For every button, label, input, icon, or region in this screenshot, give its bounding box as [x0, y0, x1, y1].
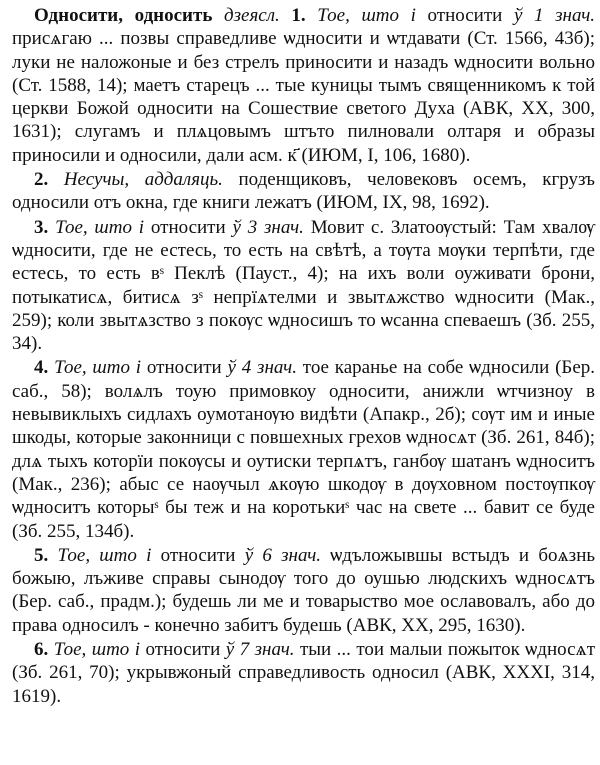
- sense-6: [12, 638, 595, 708]
- sense-number: 3.: [34, 216, 49, 238]
- sense-2: [12, 168, 595, 215]
- cross-reference: относити: [150, 216, 226, 238]
- sense-definition: Несучы, аддаляць.: [63, 169, 223, 191]
- sense-4: [12, 356, 595, 542]
- headword: Односити, односить: [34, 5, 213, 26]
- sense-citations: Мовит с. Златоѹстый: Там хвалѹ ѡдносити, где не естесь, то есть на свѣтѣ, а тѹта мѹки терпѣти, где естесь, то есть вˢ Пеклѣ (Пауст., 4); на ихъ воли оуживати брони, потыкатисѧ, битисѧ зˢ непрїѧтелми и звытѧжство ѡдносити (Мак., 259); коли звытѧзство з покѹс ѡдносишъ то ѡсанна спеваешъ (Зб. 255, 34).: [12, 216, 596, 355]
- sense-number: 1.: [291, 5, 306, 26]
- sense-definition: Тое, што і: [54, 357, 142, 379]
- sense-number: 5.: [34, 544, 49, 566]
- cross-reference: относити: [427, 5, 503, 26]
- sense-citations: поденщиковъ, человековъ осемъ, кгрузъ односили отъ окна, где книги лежатъ (ИЮМ, IX, 98, 1692).: [12, 169, 596, 214]
- sense-definition: Тое, што і: [317, 5, 416, 26]
- cross-reference: относити: [160, 544, 236, 566]
- sense-locator: ў 7 знач.: [225, 639, 295, 661]
- sense-definition: Тое, што і: [53, 639, 141, 661]
- cross-reference: относити: [145, 639, 221, 661]
- sense-locator: ў 6 знач.: [244, 544, 322, 566]
- sense-citations: ѡдъложывшы встыдъ и боѧзнь божыю, лъживе справы сынодѹ того до оушью людскихъ ѡдносѧтъ (Бер. саб., прадм.); будешь ли ме и товарыство мое ославовалъ, або до права односилъ - конечно забитъ будешь (АВК, XX, 295, 1630).: [12, 544, 596, 636]
- sense-locator: ў 4 знач.: [227, 357, 297, 379]
- sense-citations: присѧгаю ... позвы справедливе ѡдносити и ѡтдавати (Ст. 1566, 43б); луки не наложоные и без стрелъ приносити и назадъ ѡдносити вольно (Ст. 1588, 14); маетъ старецъ ... тые куницы тымъ священникомъ к той церкви Божой односити на Сошествие светого Духа (АВК, XX, 300, 1631); слугамъ и плѧцовымъ штъто пилновали олтаря и образы приносили и односили, дали асм. к҃ (ИЮМ, I, 106, 1680).: [12, 28, 595, 166]
- sense-definition: Тое, што і: [55, 216, 145, 238]
- sense-1: [12, 4, 595, 167]
- cross-reference: относити: [146, 357, 222, 379]
- sense-locator: ў 1 знач.: [513, 5, 596, 26]
- part-of-speech: дзеясл.: [224, 5, 280, 26]
- sense-number: 6.: [34, 639, 49, 661]
- sense-locator: ў 3 знач.: [232, 216, 304, 238]
- sense-number: 2.: [34, 169, 49, 191]
- sense-citations: тыи ... тои малыи пожыток ѡдносѧт (Зб. 261, 70); укрывжоный справедливость односил (АВК, XXXI, 314, 1619).: [12, 639, 596, 707]
- sense-5: [12, 544, 595, 637]
- sense-citations: тое каранье на собе ѡдносили (Бер. саб., 58); волѧлъ тоую примовкоу односити, анижли ѡтчизноу в невывиклыхъ сидлахъ оумотанѹю видѣти (Апакр., 2б); сѹт им и иные шкоды, которые законници с повшехных грехов ѡдносѧт (Зб. 261, 84б); длѧ тыхъ которїи покѹсы и оутиски терпѧтъ, ганбѹ шатанъ ѡдноситъ (Мак., 236); абыс се наѹчыл ѧкѹю шкодѹ в дѹховном постѹпкѹ ѡдноситъ которыˢ бы теж и на коротькиˢ час на свете ... бавит се буде (Зб. 255, 134б).: [12, 357, 595, 542]
- sense-3: [12, 216, 595, 356]
- sense-definition: Тое, што і: [57, 544, 152, 566]
- sense-number: 4.: [34, 357, 49, 379]
